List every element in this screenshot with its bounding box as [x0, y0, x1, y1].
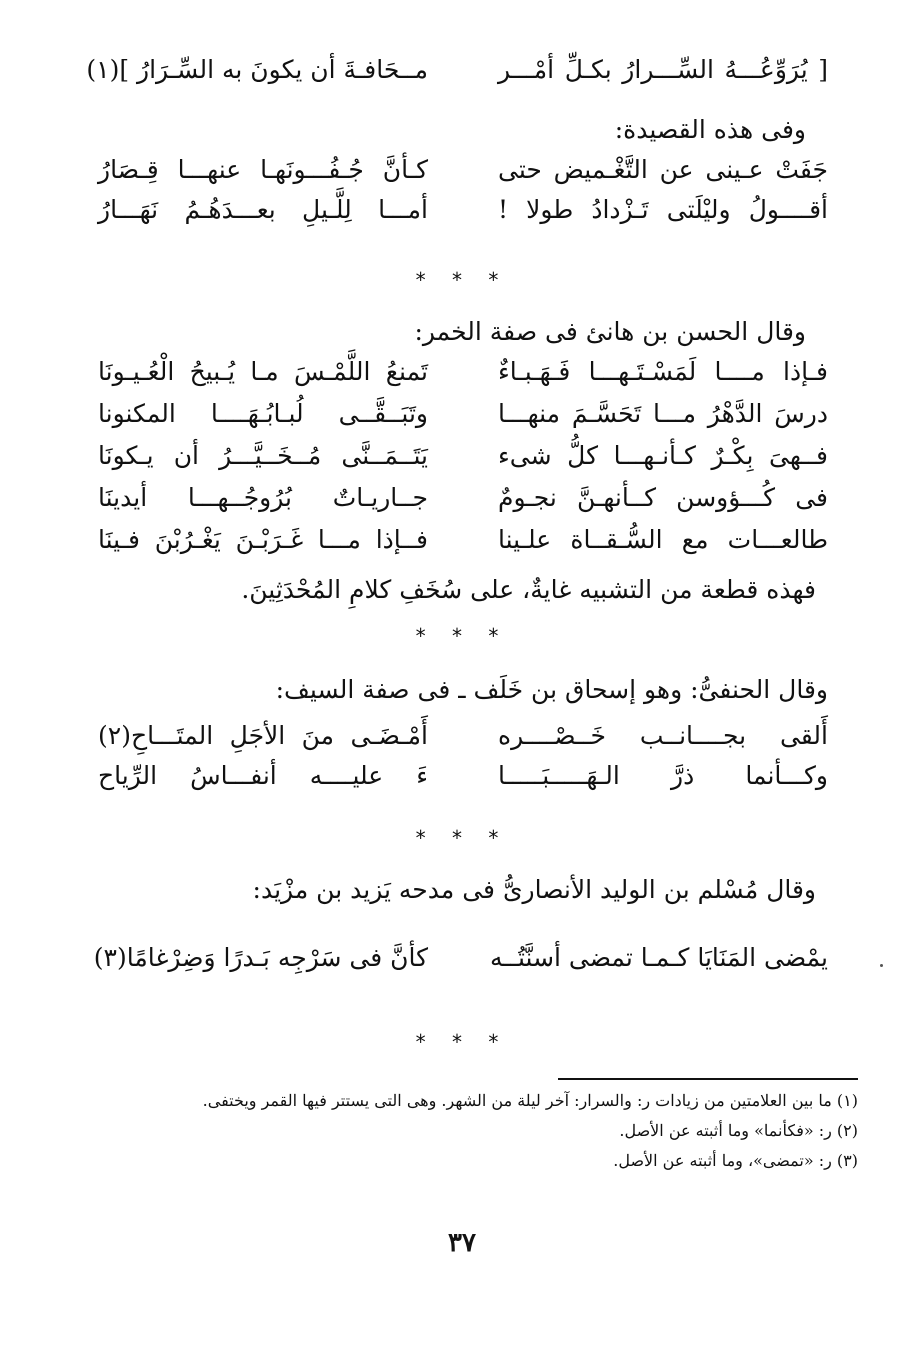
verse-first-hemistich: فى كُـــؤوسن كــأنهـنَّ نجـومٌ [498, 483, 828, 512]
footnote: (٢) ر: «فكأنما» وما أثبته عن الأصل. [619, 1121, 858, 1140]
verse-line [98, 190, 828, 230]
footnote-rule [558, 1078, 858, 1080]
verse-second-hemistich: كأنَّ فى سَرْجِه بَـدرًا وَضِرْغامًا(٣) [93, 943, 428, 972]
verse-line [98, 352, 828, 392]
prose-commentary: فهذه قطعة من التشبيه غايةٌ، على سُخَفِ كلامِ المُحْدَثِينَ. [241, 575, 816, 604]
verse-line [98, 716, 828, 756]
verse-line [98, 150, 828, 190]
verse-first-hemistich: فـإذا مــــا لَمَسْـتَـهـــا فَـهَـبـاءٌ [498, 357, 828, 386]
verse-line [93, 938, 828, 978]
verse-first-hemistich: فــهىَ بِكْـرٌ كـأنـهـــا كلُّ شىء [498, 441, 828, 470]
verse-first-hemistich: جَفَتْ عـينى عن التَّغْـميض حتى [498, 155, 828, 184]
verse-second-hemistich: جــاريـاتٌ بُرُوجُــهـــا أيدينَا [98, 483, 428, 512]
footnote: (٣) ر: «تمضى»، وما أثبته عن الأصل. [613, 1151, 858, 1170]
verse-line [86, 50, 828, 90]
footnote: (١) ما بين العلامتين من زيادات ر: والسرار: آخر ليلة من الشهر. وهى التى يستتر فيها القمر ويختفى. [202, 1091, 858, 1110]
verse-second-hemistich: تَمنعُ اللَّمْـسَ مـا يُـبيحُ الْعُـيـونَا [98, 357, 428, 386]
verse-second-hemistich: وتَبَــقَّــى لُبـابُـهَــــا المكنونا [98, 399, 428, 428]
section-separator: * * * [415, 624, 509, 648]
verse-line [98, 394, 828, 434]
verse-first-hemistich: يمْضى المَنَايَا كـمـا تمضى أسنَّتُــه [489, 943, 828, 972]
section-separator: * * * [415, 1030, 509, 1054]
verse-first-hemistich: أقــــولُ وليْلَتى تَـزْدادُ طولا ! [498, 195, 828, 224]
verse-second-hemistich: كـأنَّ جُـفُـــونَهـا عنهـــا قِـصَارُ [98, 155, 428, 184]
verse-second-hemistich: يَتَــمَــنَّى مُــخَــيَّـــرُ أن يـكونَا [98, 441, 428, 470]
verse-line [98, 756, 828, 796]
verse-first-hemistich: طالعـــات مع السُّـقــاة علـينا [498, 525, 828, 554]
prose-intro: وقال مُسْلم بن الوليد الأنصارىُّ فى مدحه يَزيد بن مزْيَد: [252, 875, 816, 904]
verse-second-hemistich: مــحَافـةَ أن يكونَ به السِّـرَارُ ](١) [86, 55, 428, 84]
prose-intro: وقال الحنفىُّ: وهو إسحاق بن خَلَف ـ فى صفة السيف: [275, 675, 828, 704]
verse-second-hemistich: فــإذا مـــا غَـرَبْـنَ يَغْـرُبْنَ فـينَا [98, 525, 428, 554]
margin-speck [880, 964, 883, 967]
prose-intro: وقال الحسن بن هانئ فى صفة الخمر: [414, 317, 806, 346]
verse-first-hemistich: [ يُرَوِّعُـــهُ السِّـــرارُ بكـلِّ أمْـــر [498, 55, 828, 84]
section-separator: * * * [415, 826, 509, 850]
verse-first-hemistich: أَلقى بجــــانــب خَــصْــــره [498, 721, 828, 750]
verse-first-hemistich: وكـــأنما ذرَّ الـهَـــــبَـــــا [498, 761, 828, 790]
verse-second-hemistich: أَمْـضَـى منَ الأجَلِ المتَـــاحِ(٢) [98, 721, 428, 750]
page-number: ٣٧ [448, 1228, 476, 1258]
prose-intro: وفى هذه القصيدة: [614, 115, 806, 144]
verse-line [98, 436, 828, 476]
verse-first-hemistich: درسَ الدَّهْرُ مـــا تَحَسَّـمَ منهـــا [498, 399, 828, 428]
verse-second-hemistich: أمـــا لِلَّـيلِ بعـــدَهُـمُ نَهَـــارُ [98, 195, 428, 224]
section-separator: * * * [415, 268, 509, 292]
verse-second-hemistich: ءَ عليــــه أنفـــاسُ الرِّياح [98, 761, 428, 790]
verse-line [98, 520, 828, 560]
verse-line [98, 478, 828, 518]
